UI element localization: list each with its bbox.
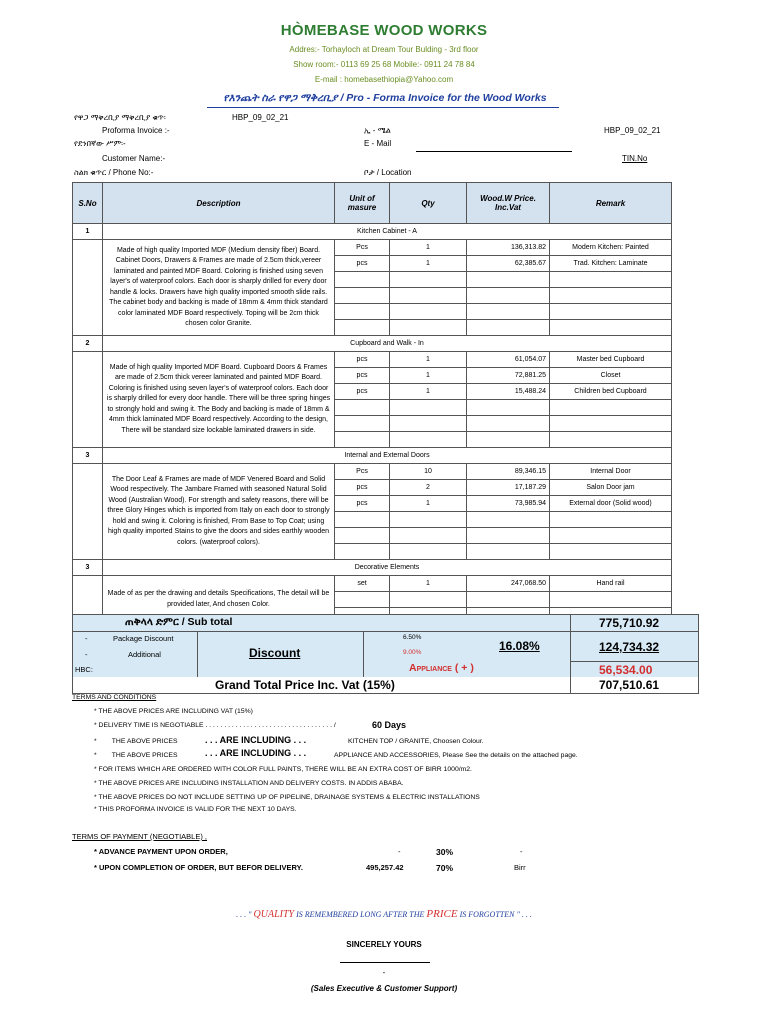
- unit-cell: pcs: [335, 352, 390, 368]
- hbc-label: HBC:: [75, 665, 93, 674]
- col-price: Wood.W Price. Inc.Vat: [467, 183, 550, 224]
- payment-row-1-cur: -: [520, 847, 523, 856]
- term-4: * THE ABOVE PRICES: [94, 752, 178, 759]
- remark-cell: [550, 304, 672, 320]
- discount-label: Discount: [249, 646, 301, 660]
- section-number: 3: [73, 560, 103, 576]
- remark-cell: [550, 320, 672, 336]
- qty-cell: 1: [390, 256, 467, 272]
- remark-cell: Modern Kitchen: Painted: [550, 240, 672, 256]
- am-email-label: ኢ - ሜል: [364, 126, 391, 135]
- price-cell: [467, 304, 550, 320]
- section-title: Internal and External Doors: [103, 448, 672, 464]
- location-label: ቦታ / Location: [364, 168, 412, 177]
- term-8: * THIS PROFORMA INVOICE IS VALID FOR THE NEXT 10 DAYS.: [94, 806, 297, 813]
- remark-cell: [550, 544, 672, 560]
- term-7: * THE ABOVE PRICES DO NOT INCLUDE SETTING UP OF PIPELINE, DRAINAGE SYSTEMS & ELECTRIC INSTALLATIONS: [94, 794, 480, 801]
- remark-cell: [550, 400, 672, 416]
- remark-cell: External door (Solid wood): [550, 496, 672, 512]
- price-cell: [467, 272, 550, 288]
- remark-cell: [550, 592, 672, 608]
- item-description: The Door Leaf & Frames are made of MDF Venered Board and Solid Wood respectively. The Jambare Framed with seasoned Natural Solid Wood (Australian Wood). For strength and safety reasons, there will be three Glory Hinges which is imported from Italy on each door to strongly hold and swing it. Coloring is finished, From Base to Top Coat; using high quality imported Stains to give the doors and sides earthly wooden colors. (waterproof colors).: [103, 464, 335, 560]
- unit-cell: [335, 544, 390, 560]
- sno-cell: [73, 464, 103, 560]
- unit-cell: [335, 512, 390, 528]
- discount-total-pct: 16.08%: [499, 639, 540, 653]
- invoice-number: HBP_09_02_21: [232, 113, 289, 122]
- company-name: HÒMEBASE WOOD WORKS: [280, 22, 488, 39]
- price-cell: 61,054.07: [467, 352, 550, 368]
- subtotal-value: 775,710.92: [599, 616, 660, 630]
- section-number: 1: [73, 224, 103, 240]
- table-row: [73, 240, 672, 256]
- phone-label: ስልክ ቁጥር / Phone No:-: [74, 168, 154, 177]
- section-header-row: [73, 560, 672, 576]
- table-row: [73, 352, 672, 368]
- price-cell: [467, 416, 550, 432]
- price-cell: [467, 512, 550, 528]
- col-qty: Qty: [390, 183, 467, 224]
- remark-cell: Master bed Cupboard: [550, 352, 672, 368]
- remark-cell: [550, 272, 672, 288]
- table-header-row: [73, 183, 672, 224]
- appliance-amount: 56,534.00: [599, 663, 653, 677]
- remark-cell: Salon Door jam: [550, 480, 672, 496]
- including-1: . . . ARE INCLUDING . . .: [205, 735, 307, 745]
- payment-row-2-pct: 70%: [436, 863, 454, 873]
- discount-amount: 124,734.32: [599, 640, 660, 654]
- unit-cell: Pcs: [335, 464, 390, 480]
- unit-cell: [335, 400, 390, 416]
- am-invoice-label: የዋጋ ማቅረቢያ ማቅረቢያ ቁጥ፡: [74, 113, 166, 122]
- qty-cell: [390, 528, 467, 544]
- ref-number: HBP_09_02_21: [604, 126, 661, 135]
- remark-cell: Closet: [550, 368, 672, 384]
- item-description: Made of as per the drawing and details Specifications, The detail will be provided later, And chosen Color.: [103, 576, 335, 624]
- qty-cell: 1: [390, 352, 467, 368]
- col-unit: Unit of masure: [335, 183, 390, 224]
- qty-cell: [390, 304, 467, 320]
- customer-label: Customer Name:-: [102, 154, 166, 163]
- company-email: E-mail : homebasethiopia@Yahoo.com: [314, 75, 454, 84]
- col-description: Description: [103, 183, 335, 224]
- signature-line: [340, 962, 430, 963]
- section-header-row: [73, 224, 672, 240]
- price-cell: 17,187.29: [467, 480, 550, 496]
- item-description: Made of high quality Imported MDF (Medium density fiber) Board. Cabinet Doors, Drawers & Frames are made of 2.5cm thick,vereer laminated and painted MDF Board. Coloring is finished using seven layer's of waterproof colors. Each door is sharply drilled for every door handle & locks. Drawers have high quality imported smooth slide rails. The cabinet body and backing is made of 18mm & 4mm thick standard color laminated MDF Board respectively. Toping will be 2cm thick chosen color Granite.: [103, 240, 335, 336]
- remark-cell: [550, 512, 672, 528]
- remark-cell: [550, 416, 672, 432]
- price-cell: [467, 544, 550, 560]
- unit-cell: pcs: [335, 480, 390, 496]
- qty-cell: [390, 400, 467, 416]
- term-1: * THE ABOVE PRICES ARE INCLUDING VAT (15%): [94, 708, 253, 715]
- signatory-role: (Sales Executive & Customer Support): [310, 984, 458, 993]
- package-discount-label: Package Discount: [113, 634, 174, 643]
- payment-row-1: * ADVANCE PAYMENT UPON ORDER,: [94, 847, 228, 856]
- including-detail-1: KITCHEN TOP / GRANITE, Choosen Colour.: [348, 738, 484, 745]
- price-cell: [467, 320, 550, 336]
- items-table: [72, 182, 672, 624]
- term-6: * THE ABOVE PRICES ARE INCLUDING INSTALLATION AND DELIVERY COSTS. IN ADDIS ABABA.: [94, 780, 404, 787]
- col-divider-2: [197, 631, 198, 677]
- price-cell: 62,385.67: [467, 256, 550, 272]
- price-cell: [467, 592, 550, 608]
- payment-row-2-cur: Birr: [514, 863, 526, 872]
- qty-cell: [390, 272, 467, 288]
- tin-label: TIN.No: [622, 154, 648, 163]
- sincerely: SINCERELY YOURS: [346, 940, 422, 949]
- remark-cell: [550, 528, 672, 544]
- section-title: Kitchen Cabinet - A: [103, 224, 672, 240]
- section-header-row: [73, 336, 672, 352]
- am-customer-label: የደንበኛው ሥም፡-: [74, 139, 126, 148]
- qty-cell: [390, 416, 467, 432]
- unit-cell: [335, 528, 390, 544]
- sno-cell: [73, 240, 103, 336]
- unit-cell: [335, 304, 390, 320]
- term-2: * DELIVERY TIME IS NEGOTIABLE . . . . . . . . . . . . . . . . . . . . . . . . . . . . . . . . . . /: [94, 722, 336, 729]
- unit-cell: pcs: [335, 384, 390, 400]
- section-number: 2: [73, 336, 103, 352]
- sno-cell: [73, 352, 103, 448]
- price-cell: 247,068.50: [467, 576, 550, 592]
- quality-quote: . . . " QUALITY IS REMEMBERED LONG AFTER THE PRICE IS FORGOTTEN " . . .: [236, 908, 532, 920]
- qty-cell: [390, 512, 467, 528]
- subtotal-label: ጠቅላላ ድምር / Sub total: [125, 616, 233, 628]
- company-address: Addres:- Torhayloch at Dream Tour Bulding - 3rd floor: [289, 45, 479, 54]
- email-field-line[interactable]: [416, 151, 572, 152]
- payment-row-2: * UPON COMPLETION OF ORDER, BUT BEFOR DELIVERY.: [94, 863, 303, 872]
- dash-2: -: [85, 650, 88, 659]
- col-sno: S.No: [73, 183, 103, 224]
- discount-pct-2: 9.00%: [403, 649, 422, 656]
- unit-cell: [335, 592, 390, 608]
- remark-cell: Hand rail: [550, 576, 672, 592]
- col-divider-4: [570, 677, 571, 693]
- appliance-label: Appliance ( + ): [409, 662, 474, 674]
- price-cell: [467, 288, 550, 304]
- section-header-row: [73, 448, 672, 464]
- qty-cell: 1: [390, 576, 467, 592]
- unit-cell: pcs: [335, 496, 390, 512]
- payment-row-1-amount: -: [398, 847, 401, 856]
- dash-1: -: [85, 634, 88, 643]
- including-detail-2: APPLIANCE AND ACCESSORIES, Please See the details on the attached page.: [334, 752, 578, 759]
- totals-block: [72, 614, 699, 694]
- unit-cell: [335, 272, 390, 288]
- payment-row-1-pct: 30%: [436, 847, 454, 857]
- qty-cell: 1: [390, 384, 467, 400]
- table-row: [73, 464, 672, 480]
- price-cell: 73,985.94: [467, 496, 550, 512]
- including-2: . . . ARE INCLUDING . . .: [205, 748, 307, 758]
- price-cell: 72,881.25: [467, 368, 550, 384]
- remark-cell: [550, 288, 672, 304]
- unit-cell: [335, 320, 390, 336]
- price-cell: [467, 432, 550, 448]
- email-label: E - Mail: [364, 139, 392, 148]
- row-line-2: [570, 661, 698, 662]
- unit-cell: set: [335, 576, 390, 592]
- qty-cell: [390, 544, 467, 560]
- qty-cell: 1: [390, 368, 467, 384]
- item-description: Made of high quality Imported MDF Board. Cupboard Doors & Frames are made of 2.5cm thick vereer laminated and painted MDF Board. Coloring is finished using seven layer's of waterproof colors. Each door is sharply drilled for every door handle. There will be three spring hinges to strongly hold and swing it. The Body and backing is made of 18mm & 4mm thick laminated MDF Board respectively. According to the design, There will be standard size lockable laminated drawers in side.: [103, 352, 335, 448]
- invoice-banner: የእንጨት ስራ የዋጋ ማቅረቢያ / Pro - Forma Invoice for the Wood Works: [223, 92, 547, 104]
- qty-cell: 2: [390, 480, 467, 496]
- unit-cell: pcs: [335, 368, 390, 384]
- proforma-label: Proforma Invoice :-: [102, 126, 170, 135]
- payment-row-2-amount: 495,257.42: [366, 863, 404, 872]
- unit-cell: pcs: [335, 256, 390, 272]
- qty-cell: [390, 432, 467, 448]
- term-5: * FOR ITEMS WHICH ARE ORDERED WITH COLOR FULL PAINTS, THERE WILL BE AN EXTRA COST OF BIRR 1000/m2.: [94, 766, 472, 773]
- price-cell: [467, 400, 550, 416]
- section-title: Cupboard and Walk - In: [103, 336, 672, 352]
- price-cell: 15,488.24: [467, 384, 550, 400]
- qty-cell: 1: [390, 496, 467, 512]
- delivery-days: 60 Days: [372, 720, 407, 730]
- qty-cell: 1: [390, 240, 467, 256]
- col-remark: Remark: [550, 183, 672, 224]
- banner-underline: [207, 107, 559, 108]
- remark-cell: Internal Door: [550, 464, 672, 480]
- unit-cell: [335, 288, 390, 304]
- section-number: 3: [73, 448, 103, 464]
- term-3: * THE ABOVE PRICES: [94, 738, 178, 745]
- remark-cell: Children bed Cupboard: [550, 384, 672, 400]
- grand-total-label: Grand Total Price Inc. Vat (15%): [215, 678, 395, 692]
- unit-cell: [335, 416, 390, 432]
- payment-title: TERMS OF PAYMENT (NEGOTIABLE) ,: [72, 832, 208, 841]
- row-line: [73, 631, 698, 632]
- terms-title: TERMS AND CONDITIONS: [72, 694, 157, 701]
- discount-pct-1: 6.50%: [403, 634, 422, 641]
- section-title: Decorative Elements: [103, 560, 672, 576]
- signature-dash: -: [382, 968, 386, 977]
- unit-cell: Pcs: [335, 240, 390, 256]
- qty-cell: 10: [390, 464, 467, 480]
- table-row: [73, 576, 672, 592]
- additional-label: Additional: [128, 650, 161, 659]
- col-divider-3: [363, 631, 364, 677]
- price-cell: 89,346.15: [467, 464, 550, 480]
- remark-cell: Trad. Kitchen: Laminate: [550, 256, 672, 272]
- grand-total-value: 707,510.61: [599, 678, 660, 692]
- unit-cell: [335, 432, 390, 448]
- price-cell: 136,313.82: [467, 240, 550, 256]
- qty-cell: [390, 592, 467, 608]
- qty-cell: [390, 320, 467, 336]
- price-cell: [467, 528, 550, 544]
- remark-cell: [550, 432, 672, 448]
- qty-cell: [390, 288, 467, 304]
- company-phones: Show room:- 0113 69 25 68 Mobile:- 0911 24 78 84: [293, 60, 475, 69]
